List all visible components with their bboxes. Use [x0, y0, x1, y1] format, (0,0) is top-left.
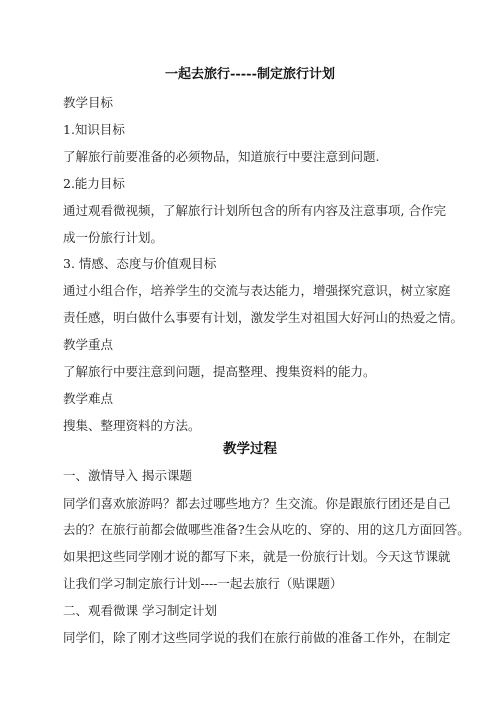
difficulty-heading: 教学难点	[63, 391, 114, 406]
knowledge-heading: 1.知识目标	[63, 122, 125, 137]
document-title: 一起去旅行-----制定旅行计划	[165, 67, 335, 82]
section1-heading: 一、激情导入 揭示课题	[63, 468, 192, 483]
key-point-heading: 教学重点	[63, 337, 114, 352]
process-heading: 教学过程	[223, 441, 277, 457]
knowledge-text: 了解旅行前要准备的必须物品，知道旅行中要注意到问题.	[63, 149, 380, 164]
section1-line-2: 去的？在旅行前都会做哪些准备?生会从吃的、穿的、用的这几方面回答。	[63, 522, 470, 537]
section2-line-1: 同学们，除了刚才这些同学说的我们在旅行前做的准备工作外，在制定	[63, 630, 451, 645]
ability-line-2: 成一份旅行计划。	[63, 230, 164, 245]
emotion-heading: 3. 情感、态度与价值观目标	[63, 256, 217, 271]
key-point-text: 了解旅行中要注意到问题，提高整理、搜集资料的能力。	[63, 364, 376, 379]
objectives-heading: 教学目标	[63, 95, 114, 110]
section1-line-4: 让我们学习制定旅行计划----一起去旅行（贴课题）	[63, 576, 343, 591]
ability-line-1: 通过观看微视频，了解旅行计划所包含的所有内容及注意事项, 合作完	[63, 203, 446, 218]
difficulty-text: 搜集、整理资料的方法。	[63, 418, 201, 433]
section2-heading: 二、观看微课 学习制定计划	[63, 603, 217, 618]
ability-heading: 2.能力目标	[63, 176, 125, 191]
emotion-line-2: 责任感，明白做什么事要有计划，激发学生对祖国大好河山的热爱之情。	[63, 310, 464, 325]
section1-line-1: 同学们喜欢旅游吗？都去过哪些地方？生交流。你是跟旅行团还是自己	[63, 496, 451, 511]
section1-line-3: 如果把这些同学刚才说的都写下来，就是一份旅行计划。今天这节课就	[63, 549, 451, 564]
emotion-line-1: 通过小组合作，培养学生的交流与表达能力，增强探究意识，树立家庭	[63, 283, 451, 298]
